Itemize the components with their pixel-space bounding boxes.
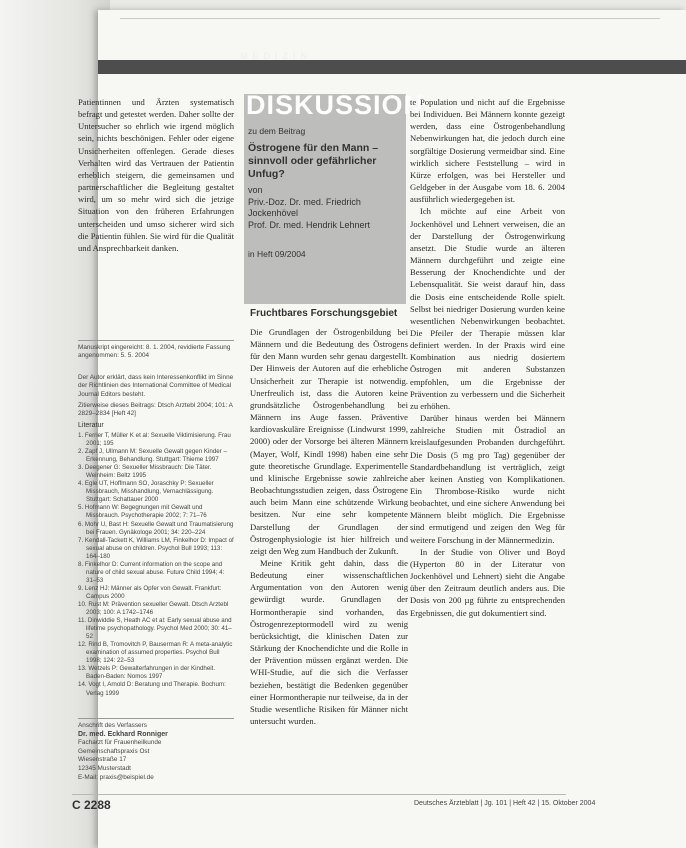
- paragraph: Meine Kritik geht dahin, dass die Bedeutung einer wissenschaftlichen Argumentation von den Autoren wenig gewürdigt wurde. Grundlagen der Hormontherapie sind vorhanden, das Östrogenrezeptormodell wird zu wenig berücksichtigt, die klinischen Daten zur Stärkung der Knochendichte und die Rolle in der Prävention müssen ergänzt werden. Die WHI-Studie, auf die sich die Verfasser beziehen, bestätigt die Bedenken gegenüber einer Hormontherapie nur teilweise, da in der Studie wesentliche Risiken für Männer nicht untersucht wurden.: [250, 557, 408, 726]
- paragraph: In der Studie von Oliver und Boyd (Hyperton 80 in der Literatur von Jockenhövel und Lehnert) sieht die Angabe über den Zeitraum deutlich anders aus. Die Dosis von 200 µg führte zu entsprechenden Ergebnissen, die gut dokumentiert sind.: [410, 546, 565, 618]
- discussion-headline: Östrogene für den Mann – sinnvoll oder gefährlicher Unfug?: [248, 142, 379, 180]
- top-rule: [120, 18, 660, 19]
- literature-item: 4. Egle UT, Hoffmann SO, Joraschky P: Sexueller Missbrauch, Misshandlung, Vernachlässigung. Stuttgart: Schattauer 2000: [78, 480, 214, 504]
- author-name: Priv.-Doz. Dr. med. Friedrich Jockenhövel: [248, 196, 361, 218]
- address-label: Anschrift des Verfassers: [78, 722, 147, 729]
- manuscript-info: Manuskript eingereicht: 8. 1. 2004, revidierte Fassung angenommen: 5. 5. 2004: [78, 344, 231, 360]
- discussion-title: DISKUSSION: [246, 90, 425, 120]
- citation-info: Zitierweise dieses Beitrags: Dtsch Arztebl 2004; 101: A 2829–2834 [Heft 42]: [78, 402, 233, 418]
- literature-list: [78, 432, 234, 698]
- discussion-issue: in Heft 09/2004: [248, 249, 306, 259]
- literature-item: 6. Mohr U, Bast H: Sexuelle Gewalt und Traumatisierung bei Frauen. Gynäkologe 2001; 34: 220–224: [78, 520, 234, 536]
- literature-item: 3. Deegener G: Sexueller Missbrauch: Die Täter. Weinheim: Beltz 1995: [78, 464, 212, 480]
- section-label: MEDIZIN: [240, 51, 312, 61]
- paragraph: Darüber hinaus werden bei Männern zahlreiche Studien mit Östradiol an kreislaufgesunden Probanden durchgeführt. Die Dosis (5 mg pro Tag) gegenüber der Standardbehandlung ist verträglich, zeigt aber keinen Anstieg von Komplikationen. Ein Thrombose-Risiko wurde nicht beobachtet, und eine sichere Anwendung bei Männern bleibt möglich. Die Ergebnisse sind ermutigend und zeigen den Weg für weitere Forschung in der Männermedizin.: [410, 413, 565, 545]
- page-number: C 2288: [72, 798, 111, 812]
- divider: [78, 718, 234, 719]
- literature-item: 12. Rind B, Tromovitch P, Bauserman R: A meta-analytic examination of assumed properties. Psychol Bull 1998; 124: 22–53: [78, 641, 233, 665]
- literature-item: 8. Finkelhor D: Current information on the scope and nature of child sexual abuse. Future Child 1994; 4: 31–53: [78, 560, 225, 584]
- conflict-disclosure: Der Autor erklärt, dass kein Interessenkonflikt im Sinne der Richtlinien des International Committee of Medical Journal Editors besteht.: [78, 374, 234, 398]
- literature-item: 9. Lenz HJ: Männer als Opfer von Gewalt. Frankfurt: Campus 2000: [78, 584, 222, 600]
- author-name: Prof. Dr. med. Hendrik Lehnert: [248, 219, 371, 230]
- address-line: Facharzt für Frauenheilkunde: [78, 739, 162, 747]
- divider: [78, 340, 234, 341]
- literature-item: 5. Hofmann W: Begegnungen mit Gewalt und Missbrauch. Psychotherapie 2002; 7: 71–76: [78, 504, 207, 520]
- footer-rule: [72, 794, 566, 795]
- literature-item: 14. Vogt I, Arnold D: Beratung und Therapie. Bochum: Verlag 1999: [78, 681, 226, 697]
- column-right: [410, 96, 565, 619]
- column-left: [78, 96, 234, 254]
- literature-item: 10. Rust M: Prävention sexueller Gewalt. Dtsch Arztebl 2003; 100: A 1742–1746: [78, 600, 229, 617]
- literature-item: 2. Zapf J, Ullmann M: Sexuelle Gewalt gegen Kinder – Erkennung, Behandlung. Stuttgart: Thieme 1997: [78, 448, 227, 464]
- author-address: [78, 722, 234, 782]
- discussion-authors: [248, 185, 404, 231]
- paragraph: Patientinnen und Ärzten systematisch befragt und getestet werden. Daher sollte der Untersucher so ehrlich wie irgend möglich sein, nichts beschönigen. Fehler oder eigene Unsicherheiten offenlegen. Gerade dieses Verhalten wird das Vertrauen der Patientin erheblich steigern, die gemeinsamen und partnerschaftlicher die Begleitung gestaltet wird, um so mehr wird sich die jetzige Situation von den früheren Erfahrungen unterscheiden und umso sicherer wird sich die Patientin fühlen. Sie wird für die Qualität und Ansprechbarkeit danken.: [78, 97, 234, 253]
- literature-heading: Literatur: [78, 422, 104, 429]
- literature-item: 13. Wetzels P: Gewalterfahrungen in der Kindheit. Baden-Baden: Nomos 1997: [78, 665, 216, 681]
- address-line: E-Mail: praxis@beispiel.de: [78, 773, 154, 781]
- literature-item: 1. Ferrier T, Müller K et al: Sexuelle Viktimisierung. Frau 2001; 195: [78, 432, 231, 448]
- paragraph: Die Grundlagen der Östrogenbildung bei Männern und die Bedeutung des Östrogens für den Mann wurden sehr genau dargestellt. Der Hinweis der Autoren auf die erhebliche Unsicherheit zur Therapie ist notwendig. Unerfreulich ist, dass die Autoren keine grundsätzliche Östrogenbehandlung bei Männern ins Auge fassen. Präventive kardiovaskuläre Ereignisse (Lindwurst 1999, 2000) oder der Vorsorge bei älteren Männern (Mayer, Wolf, Kindl 1998) haben eine sehr gute theoretische Grundlage. Experimentelle und klinische Ergebnisse sowie zahlreiche Beobachtungsstudien zeigen, dass Östrogene auch beim Mann eine schützende Wirkung besitzen. Nur eine sehr kompetente Darstellung der Grundlagen der Östrogenphysiologie ist hier hilfreich und zeigt den Weg zum Handbuch der Zukunft.: [250, 327, 408, 556]
- paragraph: te Population und nicht auf die Ergebnisse bei Individuen. Bei Männern konnte gezeigt werden, dass eine Östrogenbehandlung Nebenwirkungen hat, die jedoch durch eine sorgfältige Dosierung vermeidbar sind. Eine wirklich sichere Feststellung – wird in Kürze erfolgen, was bei Hersteller und Geldgeber in der Ausgabe vom 18. 6. 2004 ausführlich wiedergegeben ist.: [410, 97, 565, 205]
- literature-item: 7. Kendall-Tackett K, Williams LM, Finkelhor D: Impact of sexual abuse on children. Psychol Bull 1993; 113: 164–180: [78, 536, 234, 560]
- address-line: Gemeinschaftspraxis Ost: [78, 747, 150, 755]
- discussion-content: [248, 126, 404, 259]
- literature-item: 11. Dinwiddie S, Heath AC et al: Early sexual abuse and lifetime psychopathology. Psychol Med 2000; 30: 41–52: [78, 617, 232, 641]
- discussion-intro: zu dem Beitrag: [248, 126, 306, 136]
- address-line: 12345 Musterstadt: [78, 764, 131, 772]
- journal-footer: Deutsches Ärzteblatt | Jg. 101 | Heft 42 | 15. Oktober 2004: [414, 800, 596, 807]
- paragraph: Ich möchte auf eine Arbeit von Jockenhövel und Lehnert verweisen, die an der Darstellung der Östrogenwirkung ansetzt. Die Studie wurde an älteren Männern durchgeführt und zeigte eine Besserung der Knochendichte und der Lebensqualität. Sie weist darauf hin, dass die Dosis eine entscheidende Rolle spielt. Selbst bei niedriger Dosierung wurden keine wesentlichen Nebenwirkungen beobachtet. Die Pfeiler der Therapie müssen klar definiert werden. In der Praxis wird eine Kombination aus niedrig dosiertem Östrogen mit anderen Substanzen empfohlen, um die Ergebnisse der Prävention zu verbessern und die Sicherheit zu erhöhen.: [410, 206, 565, 411]
- column-middle: [250, 326, 408, 727]
- address-line: Wiesenstraße 17: [78, 756, 127, 764]
- address-name: Dr. med. Eckhard Ronniger: [78, 730, 168, 738]
- subheading: Fruchtbares Forschungsgebiet: [250, 308, 398, 319]
- section-bar: [98, 60, 686, 74]
- authors-prefix: von: [248, 185, 263, 195]
